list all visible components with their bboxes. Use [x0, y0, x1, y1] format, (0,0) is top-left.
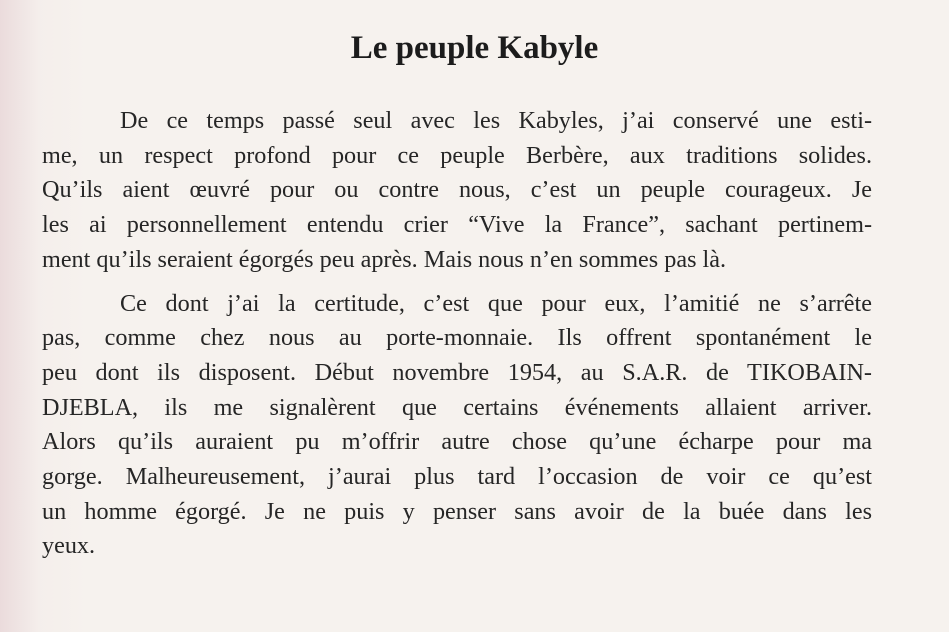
text-line: Qu’ils aient œuvré pour ou contre nous, c’est un peuple courageux. Je	[42, 176, 872, 204]
text-line: pas, comme chez nous au porte-monnaie. Ils offrent spontanément le	[42, 324, 872, 352]
text-line: Alors qu’ils auraient pu m’offrir autre chose qu’une écharpe pour ma	[42, 428, 872, 456]
body-text	[42, 104, 872, 564]
text-line: me, un respect profond pour ce peuple Berbère, aux traditions solides.	[42, 141, 872, 169]
text-line: yeux.	[42, 532, 96, 560]
paragraph-2	[42, 287, 872, 565]
page-title: Le peuple Kabyle	[350, 30, 599, 66]
text-line: gorge. Malheureusement, j’aurai plus tard l’occasion de voir ce qu’est	[42, 463, 872, 491]
text-line: ment qu’ils seraient égorgés peu après. Mais nous n’en sommes pas là.	[42, 245, 727, 273]
paragraph-gap	[42, 278, 872, 287]
text-line: les ai personnellement entendu crier “Vive la France”, sachant pertinem-	[42, 211, 872, 239]
text-line: De ce temps passé seul avec les Kabyles, j’ai conservé une esti-	[120, 107, 872, 134]
paragraph-1	[42, 104, 872, 278]
text-line: un homme égorgé. Je ne puis y penser sans avoir de la buée dans les	[42, 497, 872, 525]
text-line: peu dont ils disposent. Début novembre 1954, au S.A.R. de TIKOBAIN-	[42, 358, 872, 386]
text-line: DJEBLA, ils me signalèrent que certains événements allaient arriver.	[42, 393, 872, 421]
text-line: Ce dont j’ai la certitude, c’est que pour eux, l’amitié ne s’arrête	[120, 289, 872, 317]
